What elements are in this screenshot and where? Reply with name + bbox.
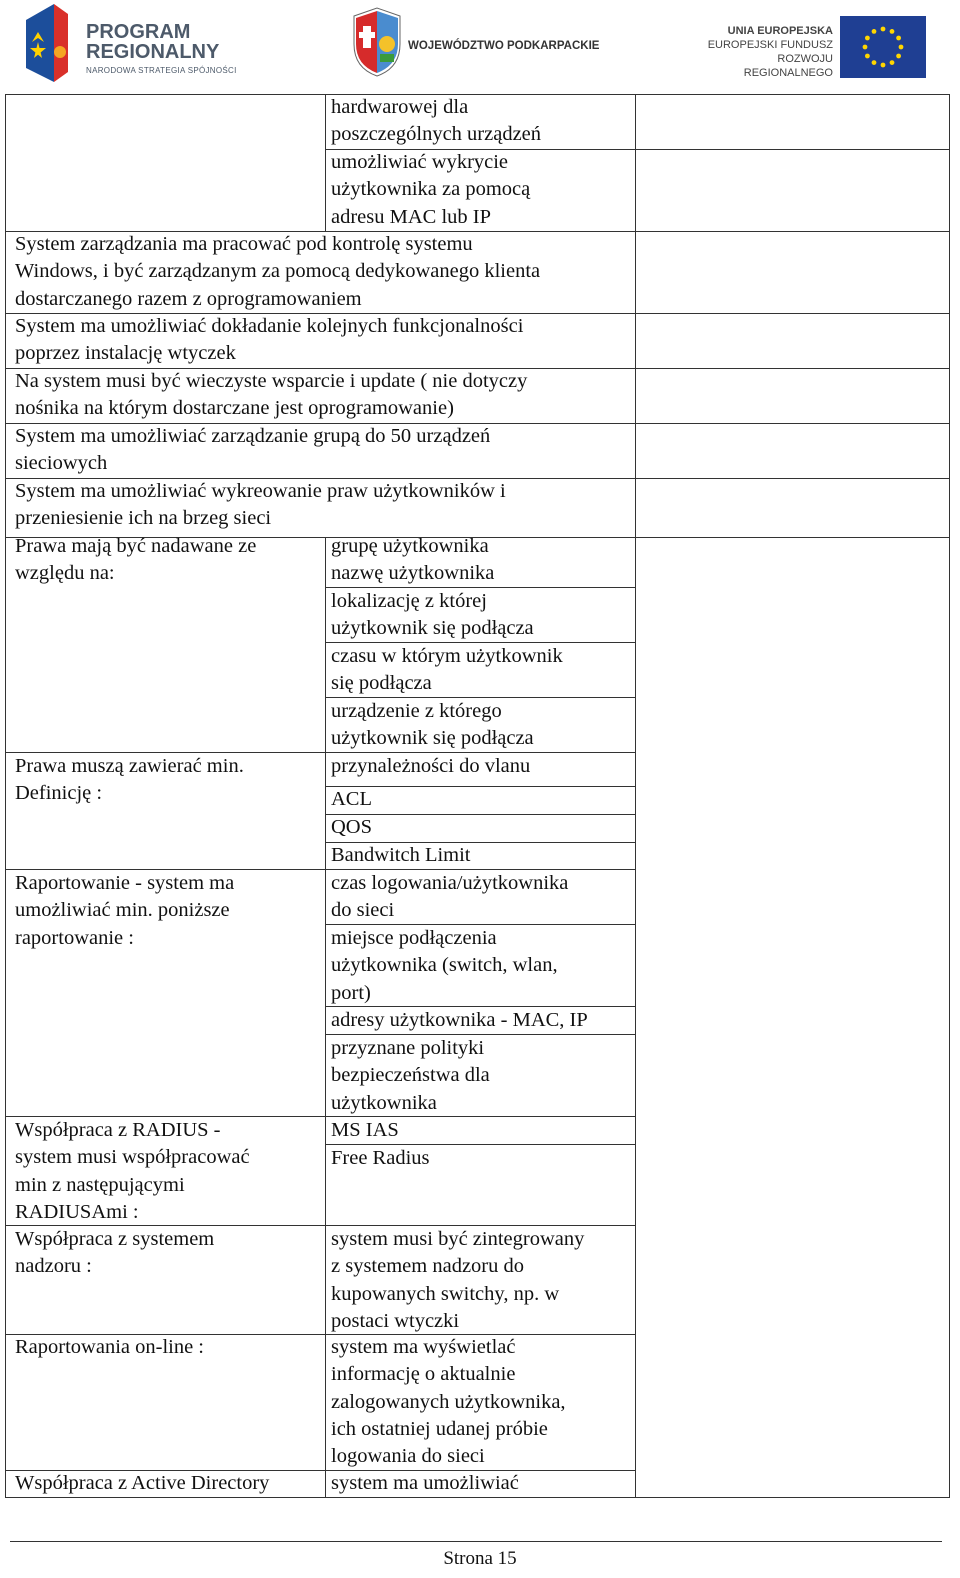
label-radius: Współpraca z RADIUS - system musi współpracować min z następującymi RADIUSAmi : [15, 1119, 250, 1223]
item-connect-time: czasu w którym użytkownik się podłącza [331, 645, 563, 695]
item-user-name: nazwę użytkownika [331, 562, 495, 584]
item-login-time: czas logowania/użytkownika do sieci [331, 872, 569, 922]
specification-table [5, 94, 950, 1499]
wojewodztwo-logo [350, 2, 620, 86]
item-vlan: przynależności do vlanu [331, 755, 531, 777]
coat-of-arms-icon [350, 2, 404, 78]
label-reporting: Raportowanie - system ma umożliwiać min. poniższe raportowanie : [15, 872, 235, 949]
item-location: lokalizację z której użytkownik się podłącza [331, 590, 534, 640]
item-acl: ACL [331, 788, 372, 810]
program-logo-subtitle: NARODOWA STRATEGIA SPÓJNOŚCI [86, 66, 237, 75]
item-user-group: grupę użytkownika [331, 535, 489, 557]
item-monitoring-integration: system musi być zintegrowany z systemem nadzoru do kupowanych switchy, np. w postaci wtyczki [331, 1228, 585, 1332]
row-management-windows: System zarządzania ma pracować pod kontrolę systemu Windows, i być zarządzanym za pomocą dedykowanego klienta dostarczanego razem z oprogramowaniem [15, 233, 541, 310]
row-plugins: System ma umożliwiać dokładanie kolejnych funkcjonalności poprzez instalację wtyczek [15, 315, 524, 365]
item-connection-place: miejsce podłączenia użytkownika (switch, wlan, port) [331, 927, 558, 1004]
eu-logo [688, 2, 933, 86]
label-active-directory: Współpraca z Active Directory [15, 1472, 270, 1494]
item-ms-ias: MS IAS [331, 1119, 399, 1141]
item-security-policies: przyznane polityki bezpieczeństwa dla użytkownika [331, 1037, 490, 1114]
item-bandwidth: Bandwitch Limit [331, 844, 471, 866]
cell-detect-user: umożliwiać wykrycie użytkownika za pomocą adresu MAC lub IP [331, 151, 531, 228]
eu-flag-icon [840, 16, 926, 78]
row-user-rights: System ma umożliwiać wykreowanie praw użytkowników i przeniesienie ich na brzeg sieci [15, 480, 506, 530]
page-header [0, 0, 960, 92]
label-rights-assigned: Prawa mają być nadawane ze względu na: [15, 535, 257, 585]
program-logo-title: PROGRAM REGIONALNY [86, 21, 220, 63]
program-regionalny-logo [22, 2, 262, 86]
page-number: Strona 15 [443, 1548, 517, 1569]
eu-logo-text: UNIA EUROPEJSKA EUROPEJSKI FUNDUSZ ROZWOJU REGIONALNEGO [707, 25, 833, 79]
label-online-reports: Raportowania on-line : [15, 1336, 205, 1358]
item-online-reports: system ma wyświetlać informację o aktualnie zalogowanych użytkownika, ich ostatniej udanej próbie logowania do sieci [331, 1336, 566, 1468]
label-rights-definition: Prawa muszą zawierać min. Definicję : [15, 755, 244, 805]
footer-divider [10, 1541, 942, 1542]
item-device: urządzenie z którego użytkownik się podłącza [331, 700, 534, 750]
item-free-radius: Free Radius [331, 1147, 430, 1169]
item-qos: QOS [331, 816, 373, 838]
item-active-directory: system ma umożliwiać [331, 1472, 519, 1494]
row-support: Na system musi być wieczyste wsparcie i update ( nie dotyczy nośnika na którym dostarczane jest oprogramowanie) [15, 370, 528, 420]
program-logo-icon [22, 2, 82, 86]
label-monitoring: Współpraca z systemem nadzoru : [15, 1228, 215, 1278]
cell-hardware: hardwarowej dla poszczególnych urządzeń [331, 96, 542, 146]
wojewodztwo-logo-text: WOJEWÓDZTWO PODKARPACKIE [408, 40, 600, 52]
row-device-group: System ma umożliwiać zarządzanie grupą do 50 urządzeń sieciowych [15, 425, 491, 475]
item-user-addresses: adresy użytkownika - MAC, IP [331, 1009, 588, 1031]
